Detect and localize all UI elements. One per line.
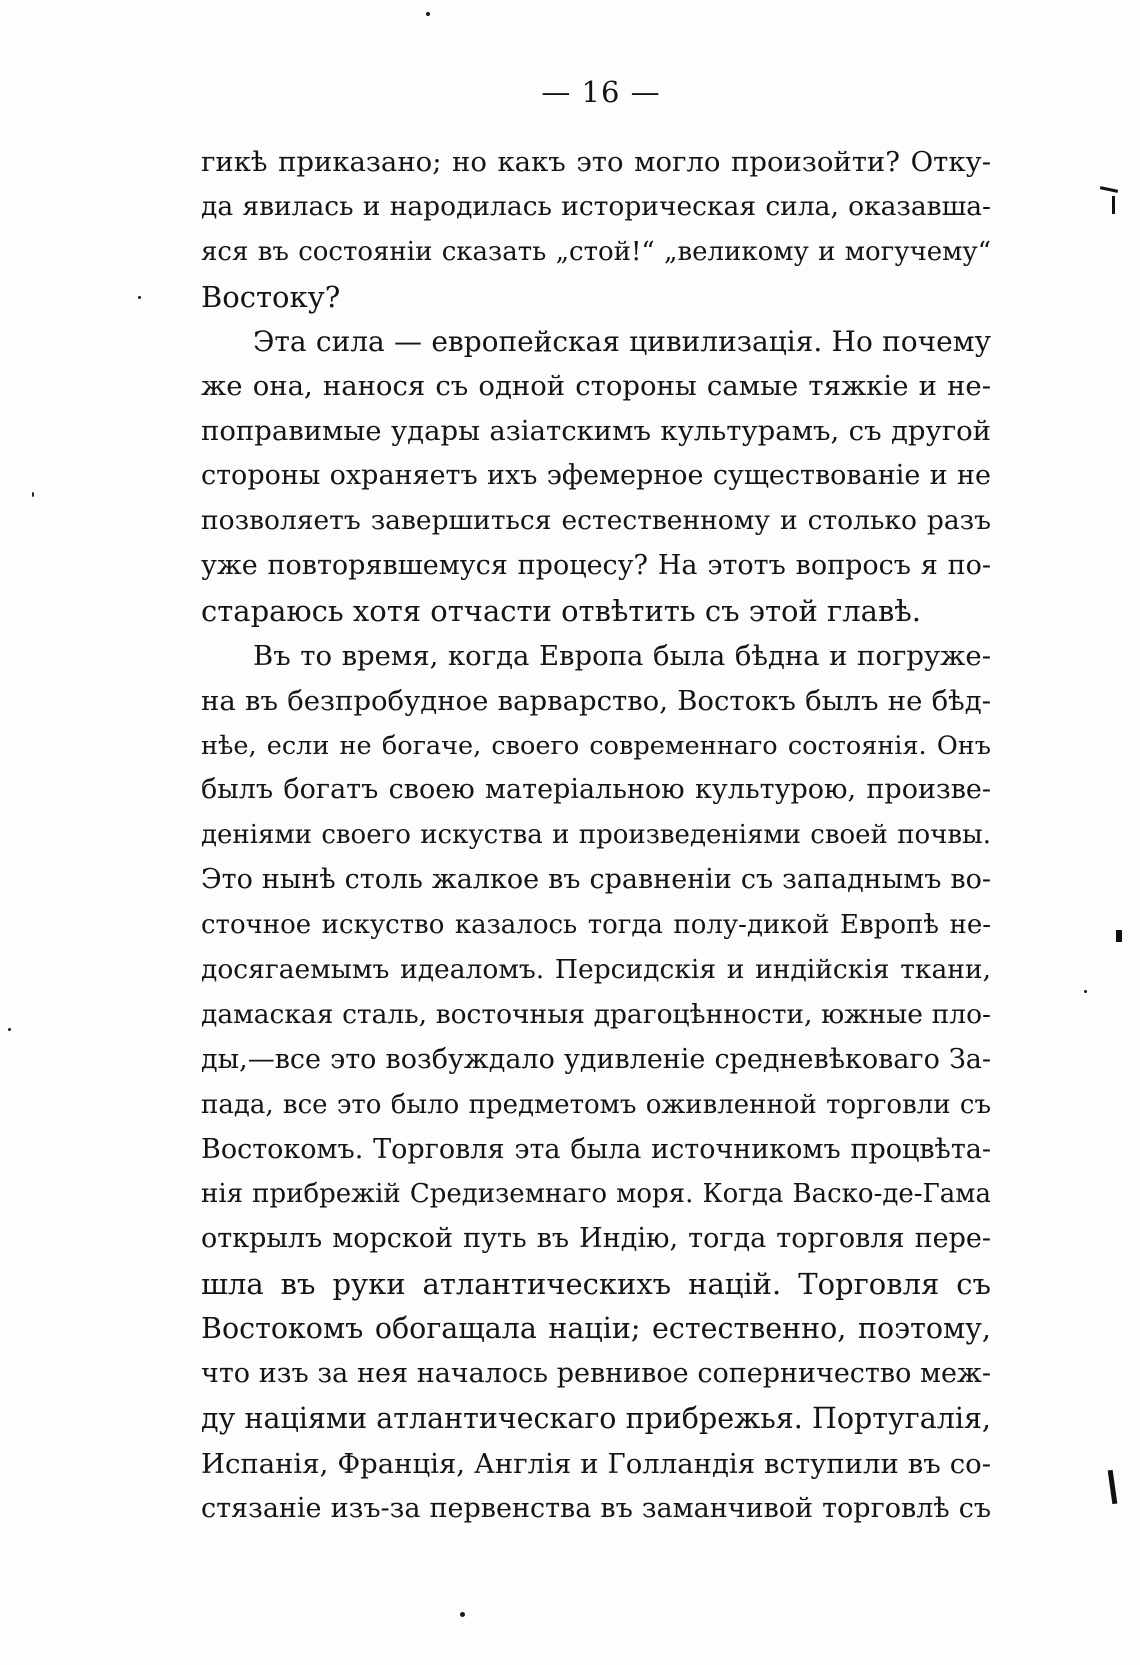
text-line: что изъ за нея началось ревнивое соперничество меж- bbox=[201, 1358, 991, 1390]
text-line: яся въ состояніи сказать „стой!“ „великому и могучему“ bbox=[201, 236, 991, 267]
scan-speck bbox=[1084, 990, 1087, 993]
margin-mark bbox=[1112, 196, 1115, 214]
scan-speck bbox=[460, 1612, 465, 1617]
text-line: ды,—все это возбуждало удивленіе средневѣковаго За- bbox=[201, 1043, 991, 1075]
text-line: стязаніе изъ-за первенства въ заманчивой торговлѣ съ bbox=[201, 1492, 991, 1524]
text-line: Востокомъ. Торговля эта была источникомъ процвѣта- bbox=[201, 1133, 991, 1165]
text-line: дамаская сталь, восточныя драгоцѣнности, южные пло- bbox=[201, 998, 991, 1030]
margin-mark bbox=[1108, 1470, 1118, 1504]
text-line: стороны охраняетъ ихъ эфемерное существованіе и не bbox=[201, 460, 991, 492]
text-line: нія прибрежій Средиземнаго моря. Когда Васко-де-Гама bbox=[201, 1179, 991, 1210]
scan-speck bbox=[32, 492, 34, 497]
text-line: шла въ руки атлантическихъ націй. Торговля съ bbox=[201, 1267, 991, 1302]
text-line: гикѣ приказано; но какъ это могло произойти? Отку- bbox=[201, 146, 991, 178]
text-line: да явилась и народилась историческая сила, оказавша- bbox=[201, 190, 991, 222]
text-line: Испанія, Франція, Англія и Голландія вступили въ со- bbox=[201, 1447, 991, 1480]
text-line: стараюсь хотя отчасти отвѣтить съ этой главѣ. bbox=[201, 593, 921, 628]
scan-speck bbox=[138, 296, 141, 299]
text-line: досягаемымъ идеаломъ. Персидскія и индійскія ткани, bbox=[201, 954, 991, 986]
text-line: нѣе, если не богаче, своего современнаго состоянія. Онъ bbox=[201, 730, 991, 761]
text-line: Востоку? bbox=[201, 279, 341, 314]
text-line: уже повторявшемуся процесу? На этотъ вопросъ я по- bbox=[201, 550, 991, 582]
text-line: открылъ морской путь въ Индію, тогда торговля пере- bbox=[201, 1223, 991, 1255]
text-line: Эта сила — европейская цивилизація. Но почему bbox=[253, 324, 991, 358]
text-line: же она, нанося съ одной стороны самые тяжкіе и не- bbox=[201, 370, 991, 403]
text-line: на въ безпробудное варварство, Востокъ былъ не бѣд- bbox=[201, 684, 991, 717]
text-line: Это нынѣ столь жалкое въ сравненіи съ западнымъ во- bbox=[201, 864, 991, 896]
text-line: деніями своего искуства и произведеніями своей почвы. bbox=[201, 820, 991, 851]
scan-speck bbox=[426, 12, 430, 16]
body-text bbox=[201, 140, 991, 1532]
text-line: Востокомъ обогащала націи; естественно, поэтому, bbox=[201, 1312, 991, 1346]
text-line: ду націями атлантическаго прибрежья. Португалія, bbox=[201, 1401, 991, 1435]
text-line: сточное искуство казалось тогда полу-дикой Европѣ не- bbox=[201, 910, 991, 941]
text-line: поправимые удары азіатскимъ культурамъ, съ другой bbox=[201, 415, 991, 448]
scan-speck bbox=[8, 1028, 11, 1031]
margin-mark bbox=[1100, 186, 1118, 193]
text-line: позволяетъ завершиться естественному и столько разъ bbox=[201, 505, 991, 537]
margin-mark bbox=[1116, 930, 1122, 942]
text-line: пада, все это было предметомъ оживленной торговли съ bbox=[201, 1089, 991, 1120]
text-line: Въ то время, когда Европа была бѣдна и погруже- bbox=[253, 639, 991, 672]
text-line: былъ богатъ своею матеріальною культурою, произве- bbox=[201, 774, 991, 806]
page-number: — 16 — bbox=[541, 75, 661, 109]
